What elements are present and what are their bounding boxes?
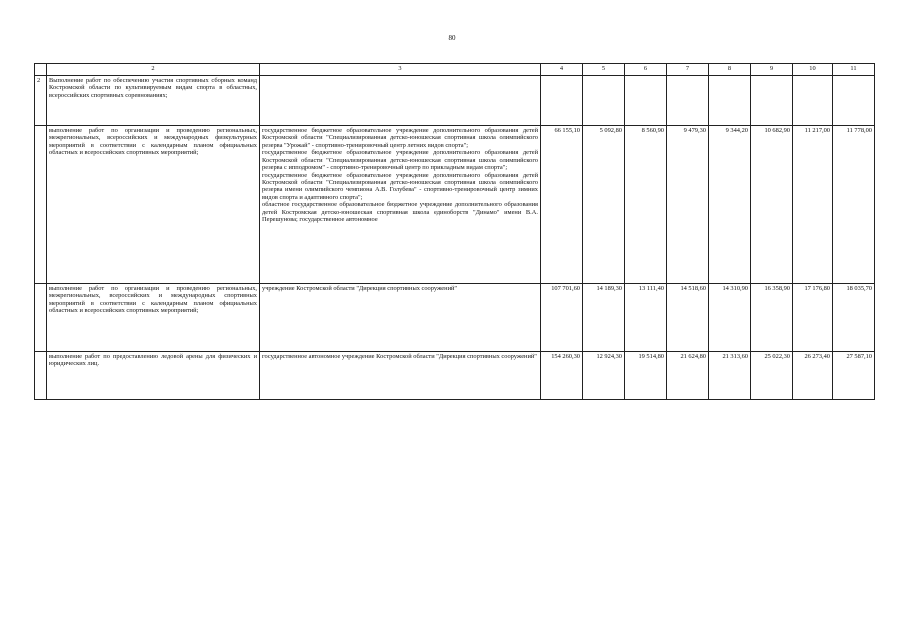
value-cell: 21 313,60 [709,352,751,400]
value-cell: 14 310,90 [709,284,751,352]
empty-cell [625,76,667,126]
value-cell: 14 189,30 [583,284,625,352]
value-cell: 9 479,30 [667,126,709,284]
value-cell: 25 022,30 [751,352,793,400]
executor-text: государственное бюджетное образовательное учреждение дополнительного образования детей Костромской области "Специализированная детско-юношеская спортивная школа олимпийского резерва "Урожай" - спортивно-тренировочный центр летних видов спорта"; [262,127,538,149]
executor-text: областное государственное образовательное бюджетное учреждение дополнительного образования детей Костромская детско-юношеская спортивная школа единоборств "Динамо" имени В.А. Перешунова; государственное автономное [262,201,538,224]
work-description: выполнение работ по организации и проведению региональных, межрегиональных, всероссийских и международных физкультурных мероприятий в соответствии с календарным планом официальных областных и всероссийских спортивных мероприятий; [47,126,260,284]
budget-table [34,63,875,400]
empty-cell [541,76,583,126]
empty-cell [35,284,47,352]
table-row [35,284,875,352]
empty-cell [35,352,47,400]
value-cell: 26 273,40 [793,352,833,400]
executor-text: государственное бюджетное образовательное учреждение дополнительного образования детей Костромской области "Специализированная детско-юношеская спортивная школа олимпийского резерва имени олимпийского чемпиона А.В. Голубева" - спортивно-тренировочный центр зимних видов спорта и адаптивного спорта"; [262,171,538,201]
header-row [35,64,875,76]
header-cell: 5 [583,64,625,76]
header-cell: 7 [667,64,709,76]
work-description: выполнение работ по предоставлению ледовой арены для физических и юридических лиц. [47,352,260,400]
header-cell [35,64,47,76]
header-cell: 11 [833,64,875,76]
value-cell: 18 035,70 [833,284,875,352]
empty-cell [583,76,625,126]
empty-cell [667,76,709,126]
executors-cell [260,126,541,284]
header-cell: 8 [709,64,751,76]
value-cell: 17 176,80 [793,284,833,352]
value-cell: 27 587,10 [833,352,875,400]
page-number: 80 [448,34,456,42]
value-cell: 16 358,90 [751,284,793,352]
header-cell: 4 [541,64,583,76]
executor-text: государственное автономное учреждение Костромской области "Дирекция спортивных сооружений" [262,353,537,360]
section-row [35,76,875,126]
value-cell: 11 778,00 [833,126,875,284]
value-cell: 11 217,00 [793,126,833,284]
section-title: Выполнение работ по обеспечению участия спортивных сборных команд Костромской области по культивируемым видам спорта в областных, всероссийских спортивных соревнованиях; [47,76,260,126]
empty-cell [751,76,793,126]
header-cell: 10 [793,64,833,76]
value-cell: 8 560,90 [625,126,667,284]
empty-cell [793,76,833,126]
header-cell: 3 [260,64,541,76]
empty-cell [709,76,751,126]
executor-text: государственное бюджетное образовательное учреждение дополнительного образования детей Костромской области "Специализированная детско-юношеская спортивная школа олимпийского резерва с ипподромом" - спортивно-тренировочный центр по прикладным видам спорта"; [262,149,538,172]
executors-cell [260,352,541,400]
empty-cell [833,76,875,126]
value-cell: 13 111,40 [625,284,667,352]
table-row [35,352,875,400]
value-cell: 19 514,80 [625,352,667,400]
empty-cell [260,76,541,126]
value-cell: 10 682,90 [751,126,793,284]
value-cell: 66 155,10 [541,126,583,284]
value-cell: 9 344,20 [709,126,751,284]
work-description: выполнение работ по организации и проведению региональных, межрегиональных, всероссийских и международных спортивных мероприятий в соответствии с календарным планом официальных областных и всероссийских спортивных мероприятий; [47,284,260,352]
value-cell: 107 701,60 [541,284,583,352]
value-cell: 5 092,80 [583,126,625,284]
header-cell: 2 [47,64,260,76]
value-cell: 154 260,30 [541,352,583,400]
header-cell: 6 [625,64,667,76]
executors-cell [260,284,541,352]
section-number: 2 [35,76,47,126]
value-cell: 14 518,60 [667,284,709,352]
value-cell: 12 924,30 [583,352,625,400]
header-cell: 9 [751,64,793,76]
empty-cell [35,126,47,284]
value-cell: 21 624,80 [667,352,709,400]
executor-text: учреждение Костромской области "Дирекция спортивных сооружений" [262,285,458,292]
table-row [35,126,875,284]
